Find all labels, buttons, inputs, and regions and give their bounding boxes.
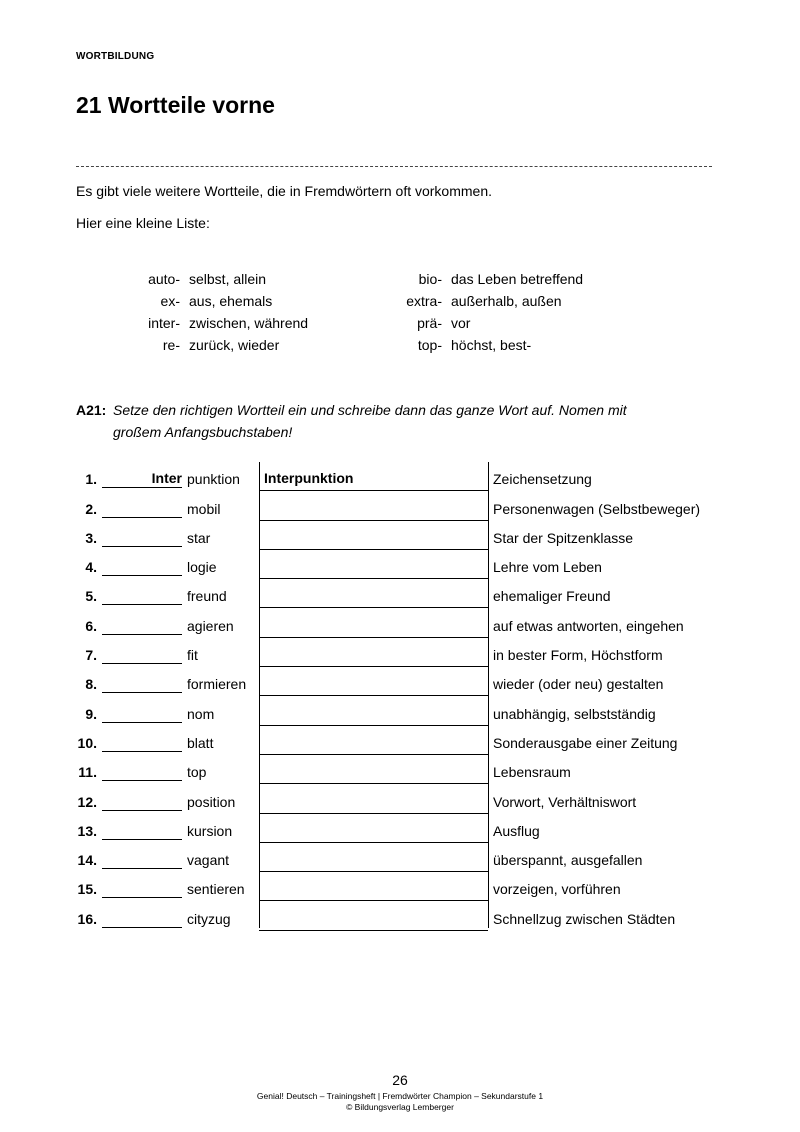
definition: Ausflug [493, 822, 540, 839]
item-number: 9. [85, 705, 97, 722]
word-stem: cityzug [187, 910, 231, 927]
item-number: 13. [77, 822, 97, 839]
prefix-meaning: selbst, allein [189, 271, 267, 287]
item-number: 10. [77, 734, 97, 751]
prefix-list-item [372, 312, 583, 334]
prefix-blank-field[interactable] [102, 788, 182, 811]
prefix-list-item [372, 268, 583, 290]
exercise-row [76, 462, 726, 491]
item-number: 8. [85, 676, 97, 693]
full-word-field[interactable] [259, 847, 488, 872]
word-stem: mobil [187, 500, 221, 517]
prefix: ex- [160, 293, 180, 309]
exercise-row [76, 667, 726, 696]
exercise-row [76, 814, 726, 843]
exercise-row [76, 638, 726, 667]
prefix-meaning: außerhalb, außen [451, 293, 562, 309]
full-word-field[interactable] [259, 466, 488, 491]
item-number: 7. [85, 647, 97, 664]
item-number: 16. [77, 910, 97, 927]
full-word-field[interactable] [259, 671, 488, 696]
footer-text: Genial! Deutsch – Trainingsheft | Fremdwörter Champion – Sekundarstufe 1 [256, 1091, 544, 1101]
full-word-field[interactable] [259, 613, 488, 638]
word-stem: fit [187, 647, 198, 664]
exercise-row [76, 843, 726, 872]
exercise-row [76, 696, 726, 725]
task-number: A21: [76, 402, 107, 418]
prefix-list-item [118, 334, 308, 356]
exercise-row [76, 784, 726, 813]
prefix-blank-field[interactable] [102, 582, 182, 605]
item-number: 4. [85, 559, 97, 576]
full-word-field[interactable] [259, 554, 488, 579]
prefix-list-item [118, 312, 308, 334]
full-word-field[interactable] [259, 876, 488, 901]
item-number: 6. [85, 617, 97, 634]
definition: überspannt, ausgefallen [493, 852, 643, 869]
item-number: 5. [85, 588, 97, 605]
prefix-blank-field[interactable] [102, 875, 182, 898]
exercise-table [76, 462, 726, 931]
full-word-field[interactable] [259, 583, 488, 608]
intro-text: Es gibt viele weitere Wortteile, die in Fremdwörtern oft vorkommen. [76, 183, 493, 199]
item-number: 15. [77, 881, 97, 898]
exercise-row [76, 491, 726, 520]
prefix-blank-field[interactable] [102, 729, 182, 752]
full-word-field[interactable] [259, 642, 488, 667]
prefix-blank-field[interactable] [102, 817, 182, 840]
section-label: WORTBILDUNG [76, 51, 155, 62]
prefix-meaning: zwischen, während [189, 315, 309, 331]
word-stem: nom [187, 705, 215, 722]
item-number: 2. [85, 500, 97, 517]
word-stem: logie [187, 559, 217, 576]
task-text-line1: Setze den richtigen Wortteil ein und schreibe dann das ganze Wort auf. Nomen mit [113, 402, 627, 418]
item-number: 3. [85, 529, 97, 546]
prefix: re- [162, 337, 180, 353]
prefix: prä- [417, 315, 442, 331]
prefix-blank-field[interactable] [102, 553, 182, 576]
dashed-divider [76, 166, 712, 167]
prefix-blank-field[interactable]: Inter [102, 465, 182, 488]
prefix: inter- [148, 315, 180, 331]
prefix: top- [417, 337, 442, 353]
prefix-blank-field[interactable] [102, 641, 182, 664]
prefix-meaning: das Leben betreffend [451, 271, 584, 287]
prefix-blank-field[interactable] [102, 612, 182, 635]
exercise-row [76, 755, 726, 784]
word-stem: position [187, 793, 236, 810]
prefix-list-item [118, 290, 308, 312]
full-word-field[interactable] [259, 759, 488, 784]
definition: Star der Spitzenklasse [493, 529, 634, 546]
page-number: 26 [392, 1072, 408, 1088]
definition: Lehre vom Leben [493, 559, 602, 576]
full-word-field[interactable] [259, 730, 488, 755]
prefix: auto- [148, 271, 180, 287]
task-instruction [76, 399, 716, 443]
prefix-blank-field[interactable] [102, 495, 182, 518]
definition: Vorwort, Verhältniswort [493, 793, 637, 810]
prefix-list-right [372, 268, 583, 356]
word-stem: agieren [187, 617, 234, 634]
prefix-meaning: zurück, wieder [189, 337, 280, 353]
exercise-row [76, 579, 726, 608]
prefix-list-item [372, 290, 583, 312]
exercise-row [76, 608, 726, 637]
definition: Personenwagen (Selbstbeweger) [493, 500, 701, 517]
definition: Lebensraum [493, 764, 571, 781]
task-text-line2: großem Anfangsbuchstaben! [113, 424, 293, 440]
prefix-meaning: vor [451, 315, 471, 331]
intro-list-heading: Hier eine kleine Liste: [76, 215, 210, 231]
full-word-field[interactable] [259, 789, 488, 814]
prefix-blank-field[interactable] [102, 758, 182, 781]
definition: Schnellzug zwischen Städten [493, 910, 676, 927]
definition: Sonderausgabe einer Zeitung [493, 734, 678, 751]
prefix-list-item [118, 268, 308, 290]
prefix-blank-field[interactable] [102, 700, 182, 723]
prefix: extra- [406, 293, 442, 309]
full-word-field[interactable] [259, 818, 488, 843]
page-title: 21 Wortteile vorne [76, 92, 275, 118]
exercise-row [76, 726, 726, 755]
word-stem: blatt [187, 734, 214, 751]
exercise-row [76, 550, 726, 579]
prefix-blank-field[interactable] [102, 524, 182, 547]
prefix-list-left [118, 268, 308, 356]
exercise-row [76, 872, 726, 901]
definition: in bester Form, Höchstform [493, 647, 663, 664]
definition: ehemaliger Freund [493, 588, 611, 605]
footer-copyright: © Bildungsverlag Lemberger [346, 1102, 454, 1112]
word-stem: star [187, 529, 211, 546]
full-word-text: Interpunktion [264, 470, 354, 487]
word-stem: punktion [187, 471, 240, 488]
definition: unabhängig, selbstständig [493, 705, 656, 722]
full-word-field[interactable] [259, 496, 488, 521]
word-stem: formieren [187, 676, 247, 693]
prefix-blank-field[interactable] [102, 905, 182, 928]
prefix-blank-field[interactable] [102, 846, 182, 869]
word-stem: freund [187, 588, 227, 605]
word-stem: kursion [187, 822, 233, 839]
item-number: 12. [77, 793, 97, 810]
prefix-meaning: höchst, best- [451, 337, 532, 353]
definition: Zeichensetzung [493, 471, 592, 488]
full-word-field[interactable] [259, 701, 488, 726]
full-word-field[interactable] [259, 906, 488, 931]
item-number: 1. [85, 471, 97, 488]
item-number: 14. [77, 852, 97, 869]
exercise-row [76, 521, 726, 550]
prefix-blank-field[interactable] [102, 670, 182, 693]
word-stem: sentieren [187, 881, 245, 898]
exercise-row [76, 901, 726, 930]
definition: vorzeigen, vorführen [493, 881, 621, 898]
definition: auf etwas antworten, eingehen [493, 617, 684, 634]
word-stem: vagant [187, 852, 230, 869]
full-word-field[interactable] [259, 525, 488, 550]
prefix-meaning: aus, ehemals [189, 293, 273, 309]
prefix: bio- [418, 271, 442, 287]
definition: wieder (oder neu) gestalten [493, 676, 664, 693]
prefix-list-item [372, 334, 583, 356]
item-number: 11. [78, 764, 97, 781]
word-stem: top [187, 764, 207, 781]
